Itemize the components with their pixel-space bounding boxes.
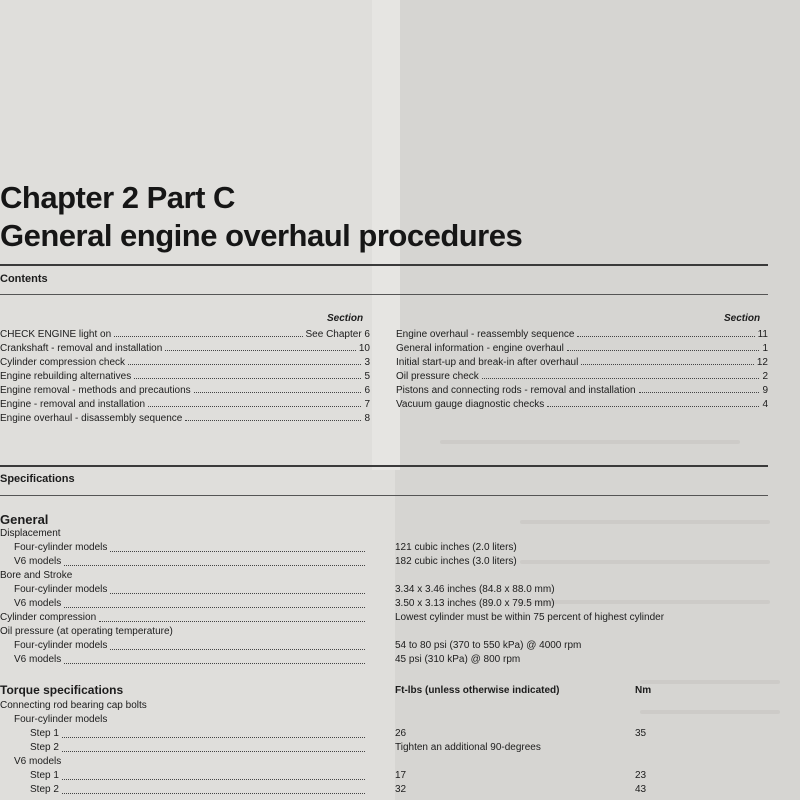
dot-leader: [482, 378, 760, 379]
contents-entry-label: Crankshaft - removal and installation: [0, 343, 163, 354]
contents-entry-label: Engine rebuilding alternatives: [0, 371, 132, 382]
contents-entry-label: CHECK ENGINE light on: [0, 329, 112, 340]
specifications-subrule: [0, 495, 768, 496]
spec-label: V6 models: [14, 598, 62, 609]
spec-value: 121 cubic inches (2.0 liters): [395, 542, 517, 553]
spec-row: [0, 741, 770, 755]
spec-label: Four-cylinder models: [14, 542, 108, 553]
contents-entry-label: Vacuum gauge diagnostic checks: [396, 399, 545, 410]
bleed-through-mark: [520, 520, 770, 524]
spec-value: 54 to 80 psi (370 to 550 kPa) @ 4000 rpm: [395, 640, 582, 651]
contents-entry-label: Pistons and connecting rods - removal and installation: [396, 385, 636, 396]
contents-entry-section: 8: [364, 413, 370, 424]
dot-leader: [64, 555, 365, 566]
contents-entry-label: Engine overhaul - reassembly sequence: [396, 329, 575, 340]
specifications-heading: Specifications: [0, 473, 75, 485]
dot-leader: [567, 350, 760, 351]
dot-leader: [110, 583, 365, 594]
contents-entry-section: 2: [762, 371, 768, 382]
spec-value: 182 cubic inches (3.0 liters): [395, 556, 517, 567]
spec-row: [0, 653, 770, 667]
contents-entry-section: 3: [364, 357, 370, 368]
spec-row: [0, 597, 770, 611]
contents-right-section-header: Section: [724, 313, 761, 324]
spec-value: 3.50 x 3.13 inches (89.0 x 79.5 mm): [395, 598, 555, 609]
spec-label: Displacement: [0, 528, 61, 539]
chapter-subtitle: General engine overhaul procedures: [0, 218, 523, 253]
contents-left-column: [0, 328, 370, 426]
contents-entry-label: General information - engine overhaul: [396, 343, 564, 354]
dot-leader: [194, 392, 362, 393]
contents-entry-section: 11: [757, 329, 768, 340]
dot-leader: [114, 336, 302, 337]
spec-row: [0, 713, 770, 727]
dot-leader: [128, 364, 361, 365]
spec-row: [0, 541, 770, 555]
dot-leader: [134, 378, 361, 379]
chapter-title: Chapter 2 Part C: [0, 180, 235, 215]
spec-row: [0, 727, 770, 741]
general-spec-table: [0, 527, 770, 667]
contents-entry[interactable]: [396, 356, 768, 370]
contents-entry[interactable]: [0, 384, 370, 398]
spec-value: Tighten an additional 90-degrees: [395, 742, 541, 753]
contents-entry[interactable]: [0, 342, 370, 356]
general-heading: General: [0, 512, 49, 527]
contents-rule: [0, 294, 768, 295]
spec-label: Four-cylinder models: [14, 640, 108, 651]
spec-nm-value: 35: [635, 728, 647, 739]
contents-entry-label: Initial start-up and break-in after overhaul: [396, 357, 579, 368]
dot-leader: [64, 597, 365, 608]
spec-row: [0, 783, 770, 797]
contents-entry[interactable]: [0, 398, 370, 412]
contents-entry[interactable]: [396, 384, 768, 398]
contents-entry[interactable]: [0, 370, 370, 384]
spec-value: 17: [395, 770, 407, 781]
contents-entry-label: Oil pressure check: [396, 371, 479, 382]
contents-entry-section: 7: [364, 399, 370, 410]
contents-entry-section: 5: [364, 371, 370, 382]
spec-label: Connecting rod bearing cap bolts: [0, 700, 147, 711]
contents-entry-section: 6: [364, 385, 370, 396]
contents-right-column: [396, 328, 768, 412]
spec-label: Step 2: [30, 784, 59, 795]
spec-row: [0, 555, 770, 569]
spec-label: V6 models: [14, 756, 62, 767]
spec-row: [0, 769, 770, 783]
dot-leader: [110, 639, 365, 650]
contents-heading: Contents: [0, 273, 48, 285]
spec-nm-value: 23: [635, 770, 647, 781]
nm-column-header: Nm: [635, 685, 652, 696]
contents-entry-label: Cylinder compression check: [0, 357, 126, 368]
dot-leader: [639, 392, 760, 393]
spec-value: 3.34 x 3.46 inches (84.8 x 88.0 mm): [395, 584, 555, 595]
torque-header-row: [0, 683, 770, 699]
spec-nm-value: 43: [635, 784, 647, 795]
torque-heading: Torque specifications: [0, 683, 124, 697]
contents-entry-section: 10: [358, 343, 370, 354]
spec-value: 26: [395, 728, 407, 739]
spec-label: Step 1: [30, 728, 59, 739]
dot-leader: [165, 350, 356, 351]
spec-row: [0, 625, 770, 639]
contents-entry-section: See Chapter 6: [305, 329, 370, 340]
dot-leader: [64, 653, 365, 664]
spec-label: Bore and Stroke: [0, 570, 73, 581]
contents-entry-section: 1: [762, 343, 768, 354]
spec-row: [0, 583, 770, 597]
contents-left-section-header: Section: [327, 313, 364, 324]
spec-value: Lowest cylinder must be within 75 percent of highest cylinder: [395, 612, 665, 623]
contents-entry[interactable]: [0, 412, 370, 426]
title-rule: [0, 264, 768, 266]
spec-label: Step 1: [30, 770, 59, 781]
contents-entry-label: Engine removal - methods and precautions: [0, 385, 191, 396]
spec-label: Oil pressure (at operating temperature): [0, 626, 173, 637]
contents-entry-label: Engine overhaul - disassembly sequence: [0, 413, 183, 424]
contents-entry[interactable]: [0, 328, 370, 342]
spec-label: V6 models: [14, 654, 62, 665]
dot-leader: [99, 611, 365, 622]
contents-entry-label: Engine - removal and installation: [0, 399, 146, 410]
spec-row: [0, 527, 770, 541]
spec-row: [0, 755, 770, 769]
contents-entry[interactable]: [396, 342, 768, 356]
dot-leader: [62, 769, 365, 780]
contents-entry-section: 4: [762, 399, 768, 410]
contents-entry-section: 12: [756, 357, 768, 368]
dot-leader: [148, 406, 361, 407]
spec-label: Step 2: [30, 742, 59, 753]
dot-leader: [62, 727, 365, 738]
contents-entry[interactable]: [396, 398, 768, 412]
spec-value: 45 psi (310 kPa) @ 800 rpm: [395, 654, 521, 665]
dot-leader: [547, 406, 759, 407]
dot-leader: [62, 741, 365, 752]
dot-leader: [110, 541, 365, 552]
spec-label: Four-cylinder models: [14, 714, 108, 725]
spec-row: [0, 569, 770, 583]
contents-entry[interactable]: [0, 356, 370, 370]
spec-value: 32: [395, 784, 407, 795]
dot-leader: [62, 783, 365, 794]
specifications-rule: [0, 465, 768, 467]
bleed-through-mark: [440, 440, 740, 444]
torque-spec-table: [0, 699, 770, 797]
spec-row: [0, 639, 770, 653]
contents-entry-section: 9: [762, 385, 768, 396]
dot-leader: [581, 364, 754, 365]
spec-row: [0, 611, 770, 625]
contents-entry[interactable]: [396, 370, 768, 384]
spec-label: Four-cylinder models: [14, 584, 108, 595]
spec-label: Cylinder compression: [0, 612, 97, 623]
spec-label: V6 models: [14, 556, 62, 567]
ftlbs-column-header: Ft-lbs (unless otherwise indicated): [395, 685, 560, 696]
dot-leader: [577, 336, 754, 337]
spec-row: [0, 699, 770, 713]
dot-leader: [185, 420, 361, 421]
contents-entry[interactable]: [396, 328, 768, 342]
